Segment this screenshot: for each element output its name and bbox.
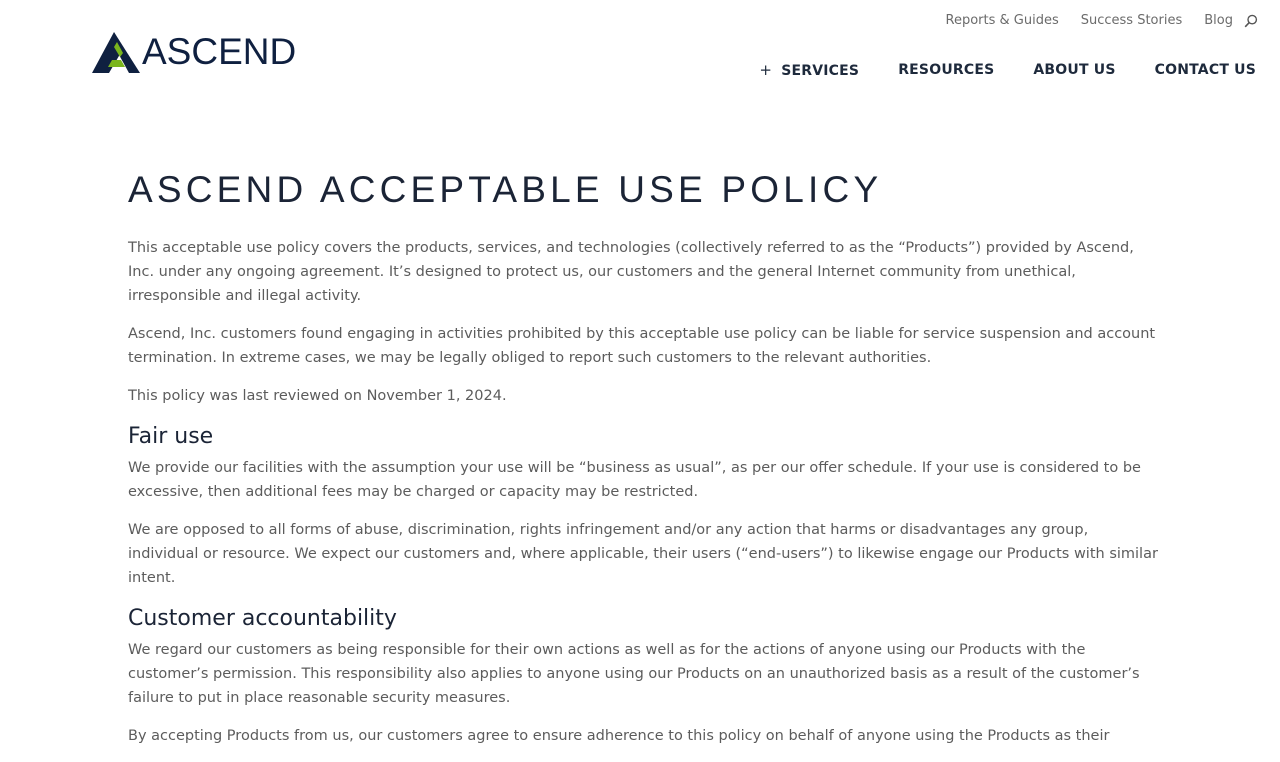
nav-resources[interactable]: RESOURCES [898, 62, 995, 78]
section-paragraph: We are opposed to all forms of abuse, discrimination, rights infringement and/or any action that harms or disadvantages any group, individual or resource. We expect our customers and, where applicable, their users (“end-users”) to likewise engage our Products with similar intent. [128, 522, 1158, 586]
logo-wordmark: ASCEND [142, 31, 297, 72]
section-heading-customer-accountability: Customer accountability [128, 606, 397, 631]
section-paragraph: We regard our customers as being responsible for their own actions as well as for the actions of anyone using our Products with the customer’s permission. This responsibility also applies to anyone using our Products on an unauthorized basis as a result of the customer’s failure to put in place reasonable security measures. [128, 642, 1140, 706]
ascend-logo[interactable] [92, 30, 296, 74]
page-title: ASCEND ACCEPTABLE USE POLICY [128, 169, 883, 210]
section-paragraph: We provide our facilities with the assumption your use will be “business as usual”, as per our offer schedule. If your use is considered to be excessive, then additional fees may be charged or capacity may be restricted. [128, 460, 1141, 500]
utility-nav [924, 13, 1258, 28]
expand-plus-icon: + [759, 61, 773, 79]
intro-paragraph: Ascend, Inc. customers found engaging in activities prohibited by this acceptable use policy can be liable for service suspension and account termination. In extreme cases, we may be legally obliged to report such customers to the relevant authorities. [128, 326, 1156, 366]
policy-content [128, 166, 1158, 762]
nav-contact-us[interactable]: CONTACT US [1154, 62, 1256, 78]
ascend-logo-mark-icon [92, 30, 142, 74]
link-success-stories[interactable]: Success Stories [1080, 13, 1183, 28]
link-blog[interactable]: Blog [1204, 13, 1233, 28]
intro-paragraph: This acceptable use policy covers the products, services, and technologies (collectively referred to as the “Products”) provided by Ascend, Inc. under any ongoing agreement. It’s designed to protect us, our customers and the general Internet community from unethical, irresponsible and illegal activity. [128, 240, 1134, 304]
nav-services[interactable] [759, 61, 859, 79]
search-icon[interactable] [1244, 14, 1258, 28]
main-nav [759, 61, 1256, 79]
section-heading-fair-use: Fair use [128, 424, 214, 449]
link-reports-guides[interactable]: Reports & Guides [945, 13, 1059, 28]
nav-about-us[interactable]: ABOUT US [1033, 62, 1116, 78]
section-paragraph: By accepting Products from us, our customers agree to ensure adherence to this policy on behalf of anyone using the Products as their [128, 728, 1110, 744]
nav-services-label: SERVICES [781, 63, 860, 79]
last-reviewed-text: This policy was last reviewed on November 1, 2024. [128, 388, 507, 404]
